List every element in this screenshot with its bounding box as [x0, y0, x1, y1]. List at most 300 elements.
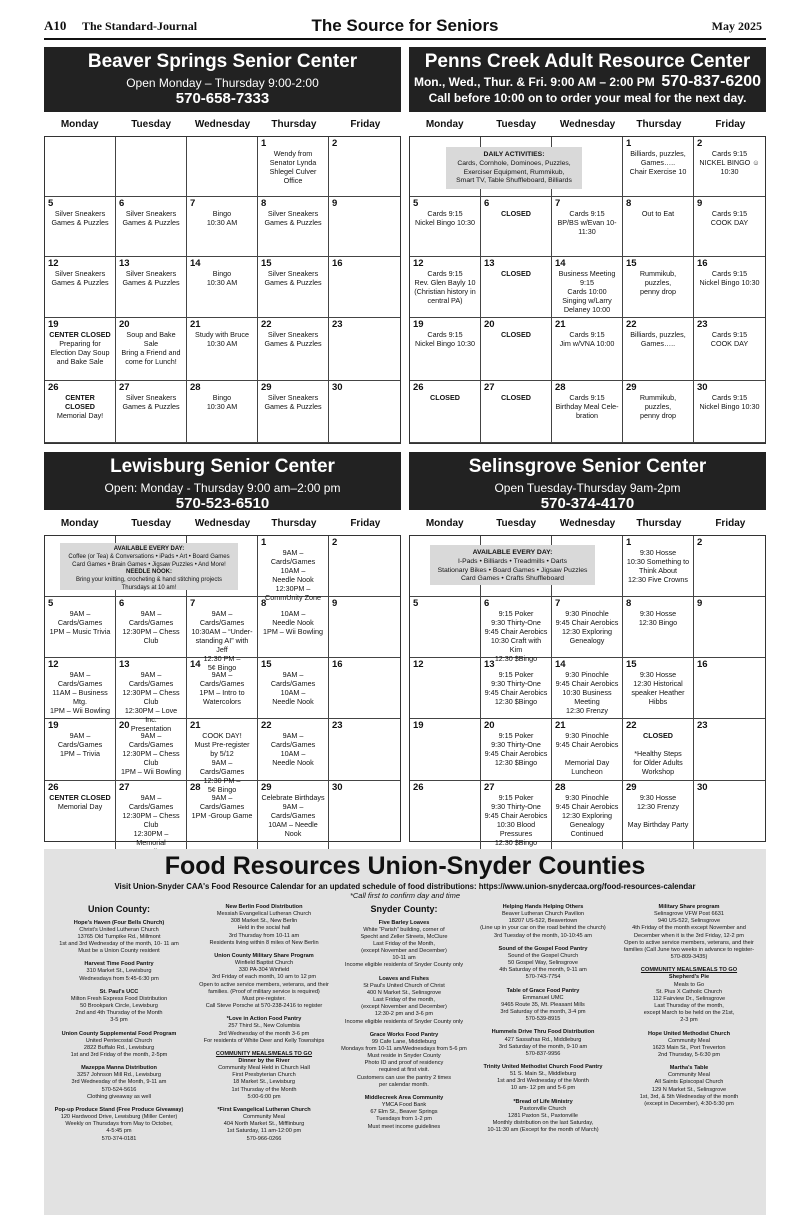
closed-label: CENTER CLOSED — [65, 393, 95, 412]
calendar-day-cell — [329, 197, 400, 257]
calendar-day-cell — [623, 381, 694, 443]
calendar-day-cell — [329, 137, 400, 197]
selins-banner — [409, 452, 766, 510]
calendar-day-cell — [45, 197, 116, 257]
calendar-day-cell — [623, 197, 694, 257]
food-entry-details: Selinsgrove VFW Post 6631 940 US-522, Selinsgrove 4th Friday of the month except November and December when it is the 3rd Friday, 12-2 pm Open to active service members, veterans, and their families (Call June two weeks in advance to register- 570-809-3435) — [623, 911, 755, 961]
day-events: Silver Sneakers Games & Puzzles — [264, 209, 322, 228]
food-entry — [614, 967, 764, 1024]
day-number: 14 — [190, 659, 201, 670]
closed-label: CENTER CLOSED — [49, 793, 111, 803]
day-number: 29 — [626, 782, 637, 793]
food-entry-details: United Pentecostal Church 2822 Buffalo Rd., Lewisburg 1st and 3rd Friday of the month, 2-5pm — [70, 1037, 168, 1059]
food-entry-details: Paxtonville Church 1281 Paxton St., Paxtonville Monthly distribution on the last Saturday, 10-11:30 am (Except for the month of March) — [487, 1105, 599, 1134]
day-number: 1 — [626, 138, 632, 149]
daily-activities-text: Cards, Cornhole, Dominoes, Puzzles, Exerciser Equipment, Rummikub, Smart TV, Table Shuffleboard, Billiards — [456, 159, 572, 185]
food-note: *Call first to confirm day and time — [349, 891, 461, 900]
calendar-day-cell — [552, 719, 623, 781]
food-entry-details: 3257 Johnson Mill Rd., Lewisburg 3rd Wednesday of the Month, 9-11 am 570-524-5616 Clothing giveaway as well — [71, 1072, 167, 1100]
day-number: 14 — [555, 258, 566, 269]
calendar-day-cell — [694, 197, 765, 257]
day-number: 20 — [119, 720, 130, 731]
day-number: 13 — [119, 258, 130, 269]
closed-label: CLOSED — [643, 731, 673, 741]
day-events: 9:30 Hosse 12:30 Historical speaker Heather Hibbs — [631, 670, 685, 707]
food-column — [48, 904, 190, 1149]
calendar-day-cell — [258, 257, 329, 318]
calendar-day-cell — [187, 658, 258, 719]
day-events: Cards 9:15 Jim w/VNA 10:00 — [559, 330, 615, 349]
day-events: Cards 9:15 Nickel Bingo 10:30 — [415, 330, 475, 349]
calendar-day-cell — [481, 257, 552, 318]
day-events: 9AM – Cards/Games 12:30PM – Chess Club 12:30PM – Memorial — [122, 793, 180, 848]
penns-hours-line — [409, 73, 766, 91]
day-number: 29 — [626, 382, 637, 393]
food-entry — [48, 1031, 190, 1060]
food-entry — [48, 961, 190, 982]
penns-phone: 570-837-6200 — [661, 73, 761, 90]
food-entry — [336, 920, 472, 970]
calendar-day-cell — [694, 658, 765, 719]
food-entry-name: St. Paul's UCC — [99, 988, 139, 995]
available-title: AVAILABLE EVERY DAY: — [472, 549, 553, 556]
paper-name: The Standard-Journal — [82, 19, 198, 33]
day-number: 8 — [626, 198, 632, 209]
food-entry-name: Union County Supplemental Food Program — [61, 1030, 177, 1037]
day-number: 6 — [119, 198, 125, 209]
day-events: 9:30 Pinochle 9:45 Chair Aerobics 10:30 Business Meeting 12:30 Frenzy — [555, 670, 619, 716]
day-number: 21 — [190, 720, 201, 731]
day-events: Cards 9:15 NICKEL BINGO ☺ 10:30 — [699, 149, 760, 177]
calendar-day-cell — [552, 257, 623, 318]
calendar-day-cell — [116, 719, 187, 781]
day-number: 22 — [626, 319, 637, 330]
food-entry-name: Shepherd's Pie — [668, 974, 710, 981]
food-entry-name: Helping Hands Helping Others — [502, 904, 584, 910]
day-number: 8 — [261, 198, 267, 209]
penns-day-header — [409, 119, 766, 130]
closed-label: CLOSED — [501, 209, 531, 219]
food-entry-details: 99 Cafe Lane, Middleburg Mondays from 10-11 am/Wednesdays from 5-6 pm Must reside in Snyder County Photo ID and proof of residency required at first visit. Customers can use the pantry 2 times per calendar month. — [341, 1038, 467, 1088]
day-events: 9AM – Cards/Games 1PM -Group Game — [191, 793, 253, 821]
day-events: Silver Sneakers Games & Puzzles — [122, 393, 180, 412]
closed-label: CLOSED — [501, 393, 531, 403]
food-entry-name: Hummels Drive Thru Food Distribution — [491, 1029, 595, 1036]
day-number: 7 — [555, 198, 561, 209]
day-number: 5 — [413, 598, 419, 609]
day-events: 9AM – Cards/Games 10AM – Needle Nook — [270, 670, 316, 707]
county-heading: Union County: — [88, 904, 150, 914]
available-text: Coffee (or Tea) & Conversations • iPads • Art • Board Games Card Games • Brain Games • Jigsaw Puzzles • And More! — [68, 553, 230, 568]
day-label: Friday — [350, 518, 381, 529]
header-rule — [44, 38, 766, 40]
day-events: Silver Sneakers Games & Puzzles — [264, 269, 322, 288]
calendar-day-cell — [552, 781, 623, 850]
issue-date: May 2025 — [711, 19, 762, 33]
food-entry-name: Loaves and Fishes — [378, 975, 430, 982]
food-entry-name: Pop-up Produce Stand (Free Produce Giveaway) — [54, 1106, 184, 1113]
lewis-banner — [44, 452, 401, 510]
day-number: 21 — [555, 319, 566, 330]
day-number: 28 — [555, 782, 566, 793]
day-number: 28 — [555, 382, 566, 393]
day-label: Tuesday — [131, 119, 172, 130]
day-events: Cards 9:15 Nickel Bingo 10:30 — [699, 393, 760, 412]
penns-banner — [409, 47, 766, 112]
day-number: 13 — [484, 258, 495, 269]
day-events: Billiards, puzzles, Games….. Chair Exercise 10 — [629, 149, 687, 177]
food-entry-details: Beaver Lutheran Church Pavilion 18207 US-522, Beavertown (Line up in your car on the road behind the church) 3rd Tuesday of the month, 10-10:45 am — [480, 911, 606, 939]
day-events: Silver Sneakers Games & Puzzles — [51, 209, 109, 228]
calendar-day-cell — [694, 597, 765, 658]
calendar-day-cell — [623, 658, 694, 719]
calendar-day-cell — [623, 318, 694, 381]
day-number: 12 — [48, 258, 59, 269]
calendar-day-cell — [623, 719, 694, 781]
day-number: 2 — [332, 138, 338, 149]
day-number: 5 — [48, 598, 54, 609]
day-number: 27 — [119, 382, 130, 393]
calendar-day-cell — [552, 381, 623, 443]
day-number: 13 — [484, 659, 495, 670]
day-number: 12 — [413, 258, 424, 269]
food-entry — [474, 1029, 612, 1058]
day-events: Cards 9:15 Birthday Meal Cele- bration — [555, 393, 619, 421]
day-events: Rummikub, puzzles, penny drop — [639, 269, 677, 297]
lewis-hours: Open: Monday - Thursday 9:00 am–2:00 pm — [104, 481, 341, 495]
calendar-day-cell — [116, 597, 187, 658]
day-number: 19 — [48, 720, 59, 731]
selins-available-box — [430, 545, 595, 585]
meals-heading: COMMUNITY MEALS/MEALS TO GO — [215, 1050, 313, 1057]
day-number: 28 — [190, 782, 201, 793]
calendar-day-cell — [481, 318, 552, 381]
day-number: 23 — [697, 319, 708, 330]
calendar-day-cell — [623, 597, 694, 658]
calendar-day-cell — [694, 381, 765, 443]
day-number: 5 — [413, 198, 419, 209]
day-number: 13 — [119, 659, 130, 670]
day-number: 8 — [626, 598, 632, 609]
food-subtitle: Visit Union-Snyder CAA's Food Resource Calendar for an updated schedule of food distributions: https://www.union-snydercaa.org/food-resources-calendar — [114, 882, 696, 891]
day-number: 6 — [484, 598, 490, 609]
calendar-day-cell — [187, 318, 258, 381]
calendar-day-cell — [116, 318, 187, 381]
day-number: 22 — [626, 720, 637, 731]
food-entry — [474, 946, 612, 982]
page-header — [0, 0, 810, 40]
lewis-available-box — [60, 543, 238, 590]
day-number: 30 — [697, 382, 708, 393]
day-number: 7 — [190, 598, 196, 609]
calendar-day-cell — [187, 257, 258, 318]
available-title: AVAILABLE EVERY DAY: — [113, 546, 185, 552]
food-entry-details: Christ's United Lutheran Church 13765 Old Turnpike Rd., Millmont 1st and 3rd Wednesday of the month, 10- 11 am Must be a Union County resident — [59, 926, 179, 955]
day-number: 7 — [555, 598, 561, 609]
lewis-day-header — [44, 518, 401, 529]
food-column — [474, 904, 612, 1140]
day-number: 8 — [261, 598, 267, 609]
day-number: 23 — [697, 720, 708, 731]
closed-label: CLOSED — [430, 393, 460, 403]
calendar-day-cell — [552, 318, 623, 381]
day-label: Wednesday — [559, 119, 616, 130]
day-number: 20 — [119, 319, 130, 330]
day-events: 9AM – Cards/Games 1PM – Intro to Watercolors — [199, 670, 245, 707]
penns-title: Penns Creek Adult Resource Center — [424, 51, 751, 72]
day-number: 14 — [190, 258, 201, 269]
day-number: 16 — [332, 258, 343, 269]
day-number: 23 — [332, 720, 343, 731]
day-number: 30 — [332, 382, 343, 393]
day-label: Thursday — [636, 119, 682, 130]
calendar-day-cell — [45, 257, 116, 318]
calendar-day-cell — [694, 137, 765, 197]
day-number: 22 — [261, 720, 272, 731]
food-resources — [44, 849, 766, 1215]
calendar-day-cell — [116, 381, 187, 443]
day-events: Cards 9:15 Nickel Bingo 10:30 — [699, 269, 760, 288]
calendar-day-cell — [552, 658, 623, 719]
calendar-day-cell — [481, 658, 552, 719]
day-events: Business Meeting 9:15 Cards 10:00 Singing w/Larry Delaney 10:00 — [558, 269, 616, 315]
food-entry-name: Sound of the Gospel Food Pantry — [498, 945, 588, 952]
available-text: I-Pads • Billiards • Treadmills • Darts Stationary Bikes • Board Games • Jigsaw Puzzles Card Games • Crafts Shuffleboard — [437, 557, 588, 583]
day-number: 9 — [332, 198, 338, 209]
calendar-day-cell — [481, 381, 552, 443]
day-events: 9:15 Poker 9:30 Thirty-One 9:45 Chair Aerobics 10:30 Blood Pressures 12:30 $Bingo — [484, 793, 548, 848]
day-number: 2 — [697, 537, 703, 548]
day-number: 23 — [332, 319, 343, 330]
day-label: Monday — [425, 119, 464, 130]
calendar-day-cell — [45, 318, 116, 381]
food-entry-name: Harvest Time Food Pantry — [84, 961, 154, 968]
food-entry-name: Grace Works Food Pantry — [369, 1031, 439, 1038]
day-label: Friday — [350, 119, 381, 130]
day-number: 9 — [332, 598, 338, 609]
food-entry-name: *Love in Action Food Pantry — [226, 1016, 302, 1023]
day-events: Bingo 10:30 AM — [206, 209, 238, 228]
day-number: 27 — [119, 782, 130, 793]
food-entry-name: Five Barley Loaves — [378, 919, 430, 926]
day-number: 16 — [332, 659, 343, 670]
day-number: 26 — [413, 382, 424, 393]
food-entry-details: Messiah Evangelical Lutheran Church 308 Market St., New Berlin Held in the social hall 3rd Thursday from 10-11 am Residents living within 8 miles of New Berlin — [209, 911, 319, 946]
day-number: 27 — [484, 782, 495, 793]
food-entry-name: *Bread of Life Ministry — [513, 1098, 573, 1105]
beaver-phone: 570-658-7333 — [175, 90, 270, 107]
food-entry-details: 257 Third St., New Columbia 3rd Wednesday of the month 3-6 pm For residents of White Deer and Kelly Townships — [203, 1023, 325, 1044]
calendar-day-cell — [623, 257, 694, 318]
day-label: Wednesday — [194, 518, 251, 529]
closed-label: CLOSED — [501, 330, 531, 340]
selins-day-header — [409, 518, 766, 529]
day-number: 1 — [261, 138, 267, 149]
food-entry-details: Community Meal 404 North Market St., Mifflinburg 1st Saturday, 11 am-12:00 pm 570-966-0266 — [223, 1114, 305, 1142]
day-number: 22 — [261, 319, 272, 330]
calendar-day-cell — [623, 536, 694, 597]
food-entry — [194, 1107, 334, 1143]
day-events: Study with Bruce 10:30 AM — [195, 330, 249, 349]
day-events: Preparing for Election Day Soup and Bake Sale — [50, 339, 110, 367]
day-number: 1 — [626, 537, 632, 548]
day-number: 6 — [119, 598, 125, 609]
food-column — [194, 904, 334, 1149]
meals-heading: COMMUNITY MEALS/MEALS TO GO — [640, 967, 738, 974]
calendar-day-cell — [45, 658, 116, 719]
day-number: 12 — [413, 659, 424, 670]
closed-label: CENTER CLOSED — [49, 330, 111, 340]
day-label: Monday — [425, 518, 464, 529]
calendar-day-cell — [45, 597, 116, 658]
food-column — [336, 904, 472, 1137]
calendar-day-cell — [694, 719, 765, 781]
day-events: Soup and Bake Sale Bring a Friend and come for Lunch! — [121, 330, 181, 367]
calendar-day-cell — [410, 318, 481, 381]
day-events: Silver Sneakers Games & Puzzles — [122, 209, 180, 228]
food-entry-details: Community Meal Held in Church Hall First Presbyterian Church 18 Market St., Lewisburg 1st Thursday of the Month 5:00-6:00 pm — [218, 1065, 310, 1100]
calendar-day-cell — [116, 257, 187, 318]
food-entry — [48, 989, 190, 1025]
food-entry-details: White “Parish” building, corner of Specht and Zeller Streets, McClure Last Friday of the Month, (except November and December) 10-11 am Income eligible residents of Snyder County only — [344, 926, 464, 969]
day-events: Bingo 10:30 AM — [206, 269, 238, 288]
day-number: 7 — [190, 198, 196, 209]
county-heading: Snyder County: — [370, 904, 438, 914]
lewis-title: Lewisburg Senior Center — [110, 456, 335, 477]
day-number: 15 — [261, 659, 272, 670]
day-number: 19 — [413, 319, 424, 330]
food-entry — [614, 1065, 764, 1108]
day-number: 15 — [626, 659, 637, 670]
day-events: Rummikub, puzzles, penny drop — [639, 393, 677, 421]
calendar-day-cell — [410, 658, 481, 719]
day-events: Out to Eat — [641, 209, 675, 219]
calendar-day-cell — [481, 597, 552, 664]
calendar-day-cell — [410, 197, 481, 257]
beaver-calendar — [44, 136, 401, 444]
page-number: A10 — [44, 18, 67, 33]
calendar-day-cell — [329, 719, 400, 781]
calendar-day-cell — [258, 597, 329, 658]
food-entry — [336, 1095, 472, 1131]
day-events: Silver Sneakers Games & Puzzles — [264, 393, 322, 412]
daily-activities-title: DAILY ACTIVITIES: — [483, 151, 545, 158]
day-number: 15 — [626, 258, 637, 269]
day-label: Monday — [60, 518, 99, 529]
day-number: 26 — [48, 382, 59, 393]
calendar-day-cell — [258, 197, 329, 257]
beaver-title: Beaver Springs Senior Center — [87, 51, 358, 72]
food-entry-details: 427 Sassafras Rd., Middleburg 3rd Saturday of the month, 9-10 am 570-837-9956 — [498, 1036, 588, 1057]
food-entry-name: Mazeppa Manna Distribution — [81, 1065, 157, 1072]
beaver-day-header — [44, 119, 401, 130]
food-entry-name: Trinity United Methodist Church Food Pantry — [483, 1063, 603, 1070]
calendar-day-cell — [258, 318, 329, 381]
day-events: Silver Sneakers Games & Puzzles — [122, 269, 180, 288]
calendar-day-cell — [258, 658, 329, 719]
calendar-day-cell — [45, 381, 116, 443]
food-entry — [614, 904, 764, 961]
food-entry-name: Hope United Methodist Church — [647, 1030, 731, 1037]
day-number: 5 — [48, 198, 54, 209]
day-number: 30 — [332, 782, 343, 793]
calendar-day-cell — [329, 257, 400, 318]
day-events: 9AM – Cards/Games 12:30PM – Chess Club 12:30PM – Love Inc. Presentation — [122, 670, 180, 734]
calendar-day-cell — [45, 719, 116, 781]
day-events: 9:30 Hosse 12:30 Frenzy May Birthday Party — [627, 793, 689, 830]
day-number: 21 — [555, 720, 566, 731]
day-label: Thursday — [271, 119, 317, 130]
day-events: 9AM – Cards/Games 10AM – Needle Nook 12:30PM – CommUnity Zone — [265, 548, 321, 603]
food-entry-details: Community Meal All Saints Episcopal Church 129 N Market St., Selinsgrove 1st, 3rd, & 5th Wednesday of the month (except in December), 4:30-5:30 pm — [639, 1072, 739, 1107]
day-number: 16 — [697, 258, 708, 269]
calendar-day-cell — [187, 137, 258, 197]
calendar-day-cell — [329, 536, 400, 597]
calendar-day-cell — [329, 658, 400, 719]
selins-hours: Open Tuesday-Thursday 9am-2pm — [494, 481, 681, 495]
day-number: 19 — [413, 720, 424, 731]
day-number: 15 — [261, 258, 272, 269]
needle-title: NEEDLE NOOK: — [125, 569, 172, 576]
calendar-day-cell — [258, 381, 329, 443]
food-entry-name: *First Evangelical Lutheran Church — [217, 1106, 311, 1113]
calendar-day-cell — [410, 719, 481, 781]
day-number: 9 — [697, 598, 703, 609]
day-events: Wendy from Senator Lynda Shlegel Culver Office — [269, 149, 317, 186]
calendar-day-cell — [329, 597, 400, 658]
food-entry — [194, 904, 334, 947]
day-number: 19 — [48, 319, 59, 330]
day-number: 29 — [261, 782, 272, 793]
food-entry — [614, 1031, 764, 1060]
food-entry-details: YMCA Food Bank 67 Elm St., Beaver Springs Tuesdays from 1-2 pm Must meet income guidelines — [367, 1102, 441, 1130]
food-entry — [48, 1065, 190, 1101]
day-events: 9:30 Pinochle 9:45 Chair Aerobics Memorial Day Luncheon — [555, 731, 619, 777]
day-label: Tuesday — [496, 518, 537, 529]
day-events: COOK DAY! Must Pre-register by 5/12 9AM – Cards/Games 12:30 PM – 5¢ Bingo — [194, 731, 250, 795]
calendar-day-cell — [552, 597, 623, 658]
calendar-day-cell — [410, 781, 481, 850]
day-number: 20 — [484, 319, 495, 330]
food-entry-details: Community Meal 1623 Main St., Port Treverton 2nd Thursday, 5-6:30 pm — [652, 1037, 726, 1058]
food-entry — [194, 1051, 334, 1101]
day-number: 27 — [484, 382, 495, 393]
day-events: 9:30 Hosse 12:30 Bingo — [638, 609, 678, 628]
day-number: 9 — [697, 198, 703, 209]
calendar-day-cell — [410, 257, 481, 318]
food-entry — [474, 904, 612, 940]
calendar-day-cell — [481, 781, 552, 850]
day-events: Cards 9:15 BP/BS w/Evan 10- 11:30 — [557, 209, 617, 237]
calendar-day-cell — [187, 381, 258, 443]
calendar-day-cell — [187, 197, 258, 257]
calendar-day-cell — [623, 137, 694, 197]
selins-phone: 570-374-4170 — [540, 495, 635, 512]
day-label: Friday — [715, 119, 746, 130]
calendar-day-cell — [694, 536, 765, 597]
food-entry — [194, 1016, 334, 1045]
calendar-day-cell — [329, 381, 400, 443]
food-entry-details: Meals to Go St. Pius X Catholic Church 112 Fairview Dr., Selinsgrove Last Thursday of the month, except March to be held on the 21st, 2-3 pm — [643, 981, 735, 1024]
food-entry-name: Dinner by the River — [238, 1057, 290, 1064]
calendar-day-cell — [258, 536, 329, 603]
day-events: 10AM – Needle Nook 1PM – Wii Bowling — [263, 609, 323, 637]
calendar-day-cell — [481, 719, 552, 781]
day-events: 9AM – Cards/Games 1PM – Trivia — [57, 731, 103, 759]
day-events: Cards 9:15 Rev. Glen Bayly 10 (Christian history in central PA) — [414, 269, 476, 306]
day-events: 9AM – Cards/Games 11AM – Business Mtg. 1PM – Wii Bowling — [50, 670, 110, 716]
food-entry — [336, 1032, 472, 1089]
